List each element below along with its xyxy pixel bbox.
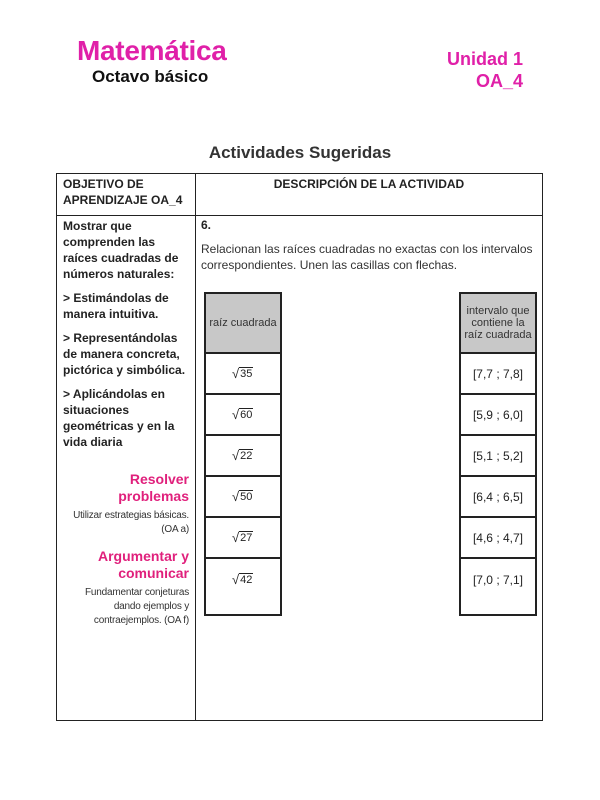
objective-point: > Estimándolas de manera intuitiva.: [63, 291, 169, 321]
header-right: [447, 48, 523, 92]
document-subtitle: Octavo básico: [92, 67, 209, 86]
header-divider: [57, 215, 542, 216]
activity-number: 6.: [201, 218, 212, 232]
objective-point: > Aplicándolas en situaciones geométricas y en la vida diaria: [63, 387, 175, 449]
radicand: 27: [240, 532, 253, 544]
sqrt-expression: [232, 531, 253, 544]
objective-intro: Mostrar que comprenden las raíces cuadradas de números naturales:: [63, 219, 179, 281]
header-left: [77, 36, 227, 88]
objective-cell: [63, 218, 189, 458]
radical-icon: √: [232, 489, 240, 504]
interval-cell[interactable]: [7,0 ; 7,1]: [472, 572, 524, 587]
roots-column-header: raíz cuadrada: [206, 294, 280, 354]
activity-table: [56, 173, 543, 721]
sqrt-expression: [232, 408, 253, 421]
radical-icon: √: [232, 448, 240, 463]
unit-label: Unidad 1: [446, 49, 523, 69]
skill-description: Fundamentar conjeturas dando ejemplos y contraejemplos. (OA f): [85, 587, 189, 626]
skill-title: Resolver problemas: [118, 471, 189, 504]
oa-label: OA_4: [475, 71, 523, 91]
sqrt-expression: [232, 573, 253, 586]
interval-cell[interactable]: [4,6 ; 4,7]: [461, 518, 535, 559]
root-cell[interactable]: [206, 559, 280, 600]
roots-list: [206, 354, 280, 600]
intervals-list: [461, 354, 535, 600]
interval-cell[interactable]: [6,4 ; 6,5]: [461, 477, 535, 518]
activity-description: Relacionan las raíces cuadradas no exactas con los intervalos correspondientes. Unen las casillas con flechas.: [201, 242, 533, 272]
root-cell[interactable]: [206, 436, 280, 477]
sqrt-expression: [232, 490, 253, 503]
radicand: 35: [240, 368, 253, 380]
root-cell[interactable]: [206, 477, 280, 518]
interval-cell[interactable]: [5,1 ; 5,2]: [461, 436, 535, 477]
interval-cell[interactable]: [5,9 ; 6,0]: [461, 395, 535, 436]
objective-column-header: OBJETIVO DE APRENDIZAJE OA_4: [63, 177, 183, 207]
interval-cell[interactable]: [7,7 ; 7,8]: [461, 354, 535, 395]
activity-column-header: DESCRIPCIÓN DE LA ACTIVIDAD: [273, 177, 465, 191]
radicand: 60: [240, 409, 253, 421]
radical-icon: √: [232, 572, 240, 587]
root-cell[interactable]: [206, 518, 280, 559]
column-divider: [195, 174, 196, 720]
skill-block-resolver: [63, 471, 189, 537]
skill-description: Utilizar estrategias básicas. (OA a): [73, 510, 189, 535]
skill-title: Argumentar y comunicar: [97, 548, 189, 581]
intervals-column: [459, 292, 537, 616]
intervals-column-header: intervalo que contiene la raíz cuadrada: [461, 294, 535, 354]
root-cell[interactable]: [206, 354, 280, 395]
section-title: Actividades Sugeridas: [208, 143, 392, 162]
radicand: 50: [240, 491, 253, 503]
radical-icon: √: [232, 530, 240, 545]
radical-icon: √: [232, 366, 240, 381]
objective-point: > Representándolas de manera concreta, pictórica y simbólica.: [63, 331, 186, 377]
skill-block-argumentar: [63, 548, 189, 628]
root-cell[interactable]: [206, 395, 280, 436]
sqrt-expression: [232, 449, 253, 462]
radical-icon: √: [232, 407, 240, 422]
sqrt-expression: [232, 367, 253, 380]
radicand: 42: [240, 574, 253, 586]
document-title: Matemática: [77, 35, 227, 66]
roots-column: [204, 292, 282, 616]
radicand: 22: [240, 450, 253, 462]
